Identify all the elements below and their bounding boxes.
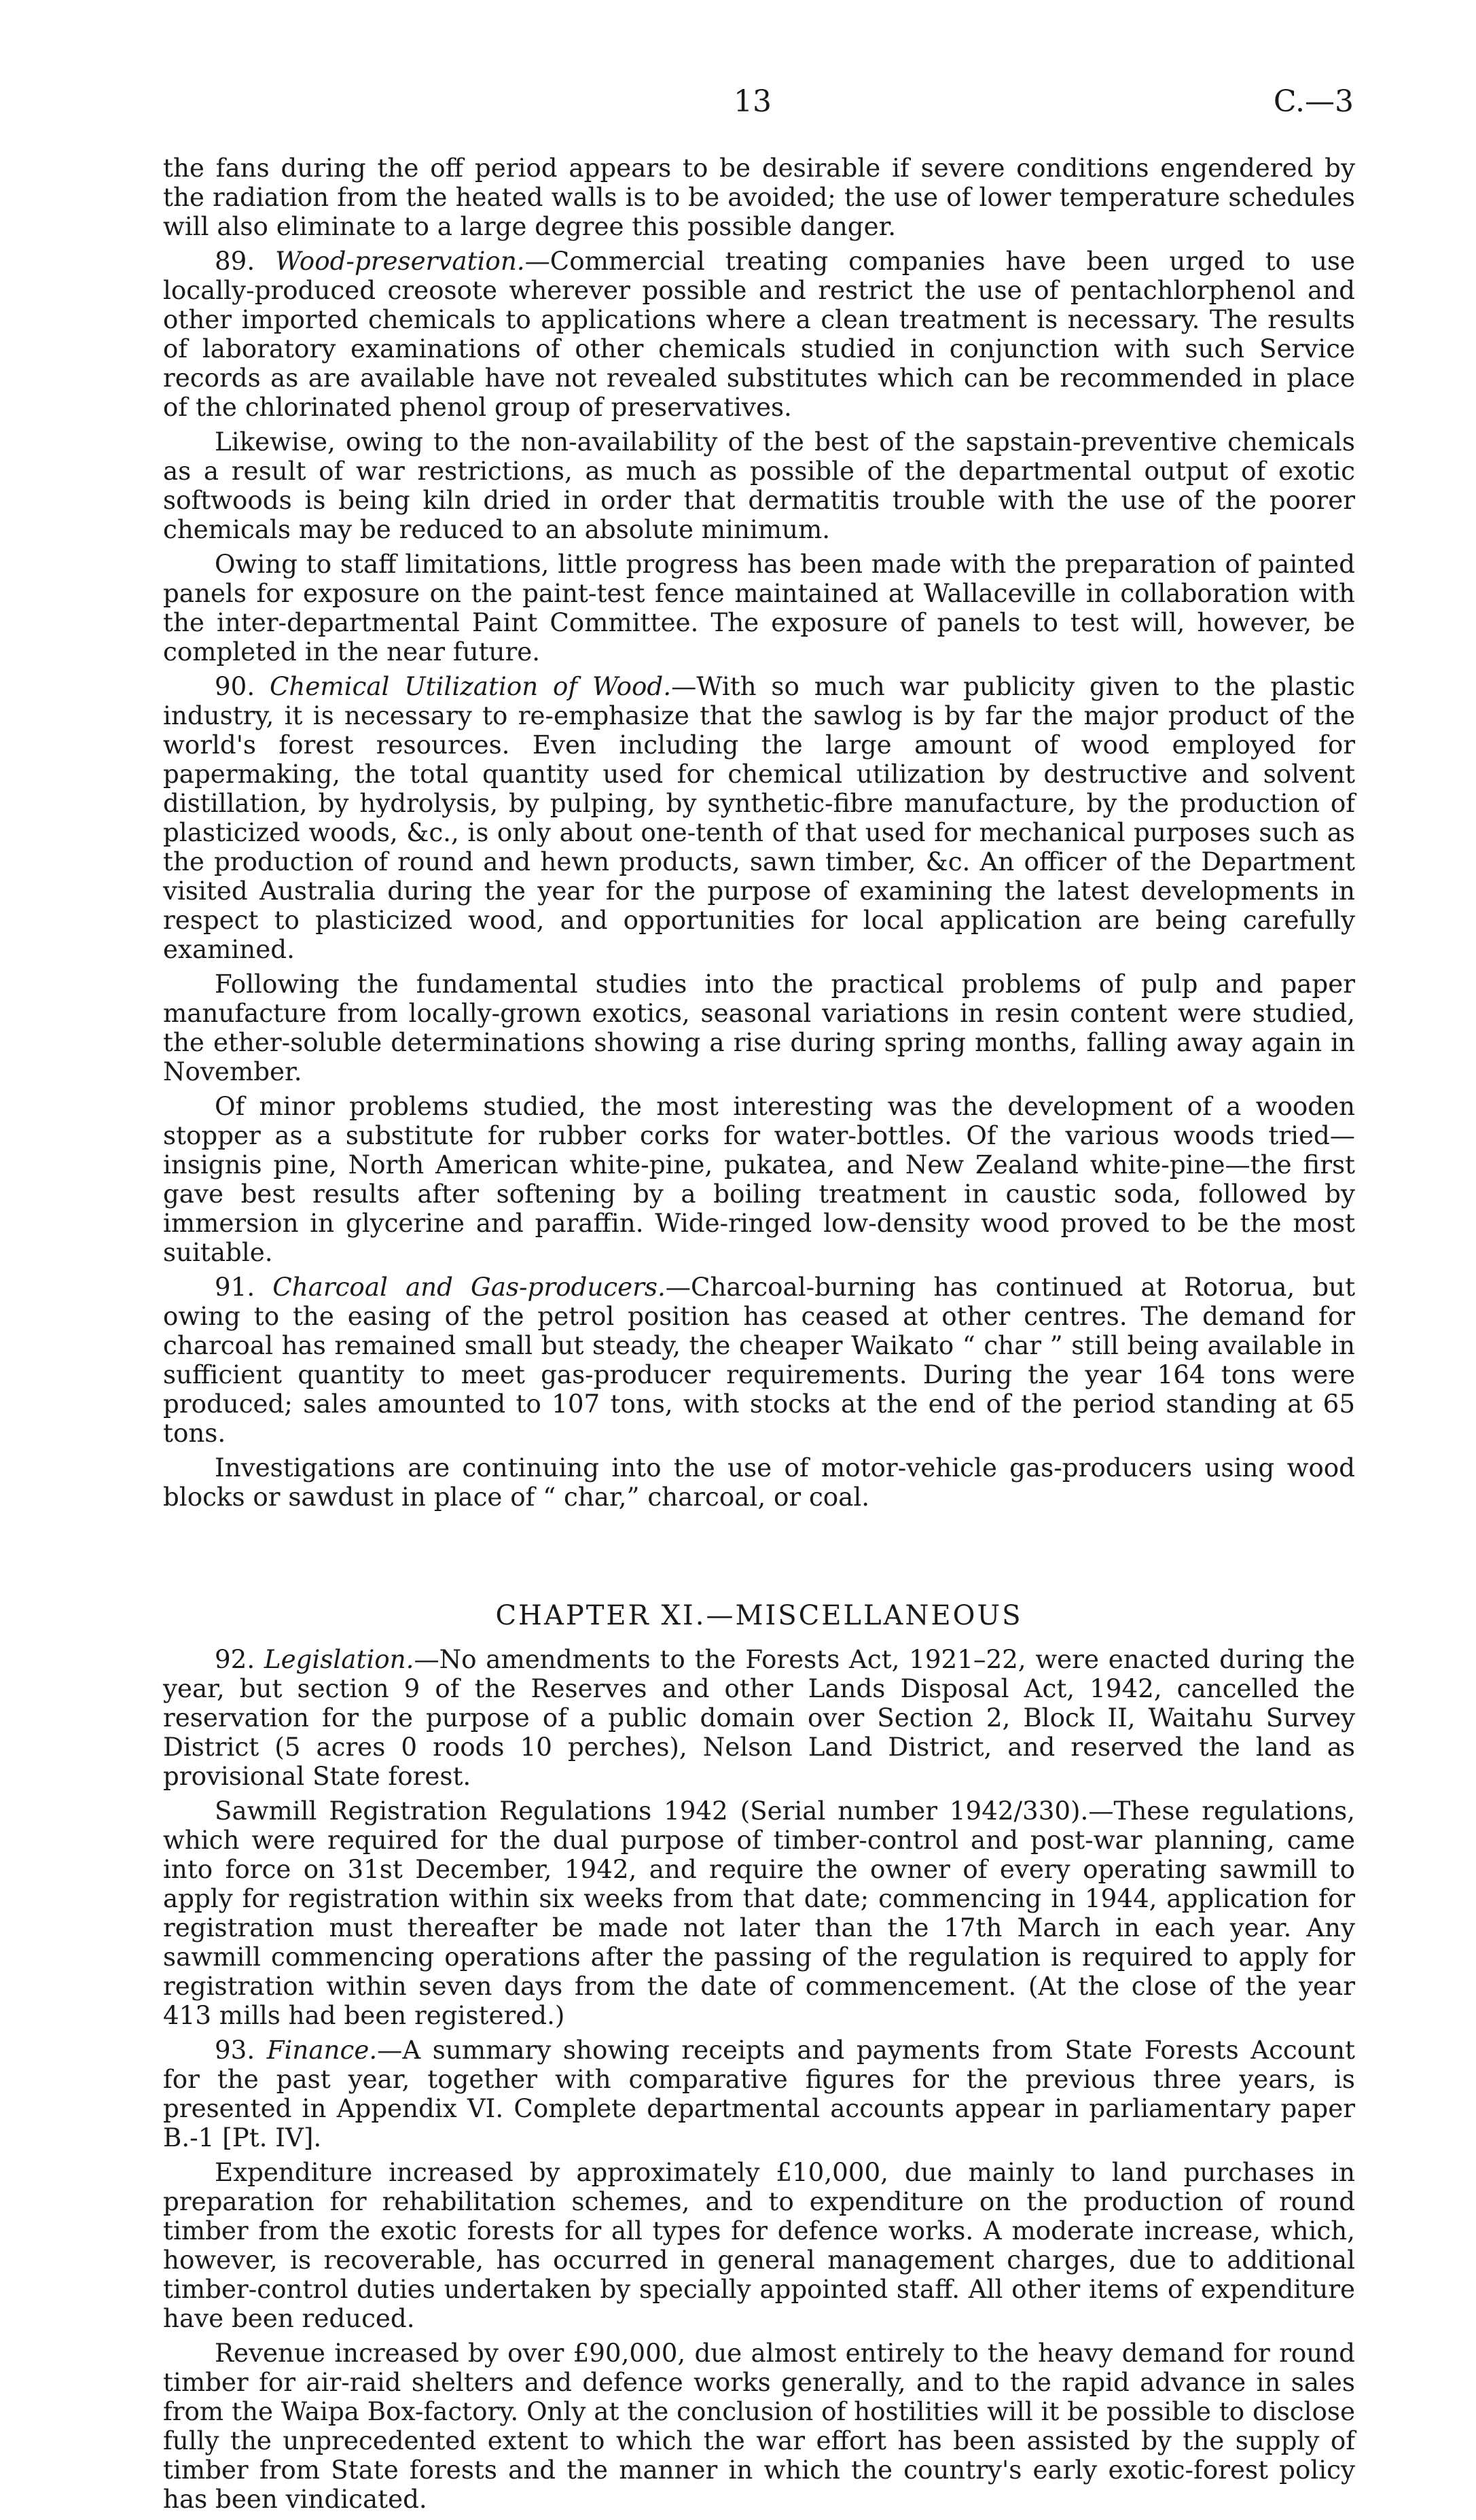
paragraph-89: [163, 247, 1355, 422]
paragraph-92: [163, 1645, 1355, 1791]
document-reference: C.—3: [1273, 84, 1354, 119]
paragraph-text: —No amendments to the Forests Act, 1921–22, were enacted during the year, but section 9 of the Reserves and other Lands Disposal Act, 1942, cancelled the reservation for the purpose of a public domain over Section 2, Block II, Waitahu Survey District (5 acres 0 roods 10 perches), Nelson Land District, and reserved the land as provisional State forest.: [163, 1644, 1355, 1791]
paragraph-91: [163, 1273, 1355, 1448]
paragraph-93: [163, 2036, 1355, 2152]
page-number: 13: [734, 84, 772, 119]
paragraph-number: 93.: [215, 2035, 255, 2065]
paragraph-number: 91.: [215, 1272, 255, 1302]
paragraph: Owing to staff limitations, little progress has been made with the preparation of painted panels for exposure on the paint-test fence maintained at Wallaceville in collaboration with the inter-departmental Paint Committee. The exposure of panels to test will, however, be completed in the near future.: [163, 549, 1355, 667]
paragraph-90: [163, 672, 1355, 964]
paragraph-number: 92.: [215, 1644, 255, 1674]
document-body: [163, 154, 1355, 2514]
paragraph-text: —With so much war publicity given to the plastic industry, it is necessary to re-emphasize that the sawlog is by far the major product of the world's forest resources. Even including the large amount of wood employed for papermaking, the total quantity used for chemical utilization by destructive and solvent distillation, by hydrolysis, by pulping, by synthetic-fibre manufacture, by the production of plasticized woods, &c., is only about one-tenth of that used for mechanical purposes such as the production of round and hewn products, sawn timber, &c. An officer of the Department visited Australia during the year for the purpose of examining the latest developments in respect to plasticized wood, and opportunities for local application are being carefully examined.: [163, 671, 1355, 964]
paragraph: Revenue increased by over £90,000, due almost entirely to the heavy demand for round timber for air-raid shelters and defence works generally, and to the rapid advance in sales from the Waipa Box-factory. Only at the conclusion of hostilities will it be possible to disclose fully the unprecedented extent to which the war effort has been assisted by the supply of timber from State forests and the manner in which the country's early exotic-forest policy has been vindicated.: [163, 2338, 1355, 2514]
chapter-title: CHAPTER XI.—MISCELLANEOUS: [495, 1600, 1023, 1631]
paragraph: Investigations are continuing into the use of motor-vehicle gas-producers using wood blocks or sawdust in place of “ char,” charcoal, or coal.: [163, 1453, 1355, 1512]
paragraph-text: —Charcoal-burning has continued at Rotorua, but owing to the easing of the petrol position has ceased at other centres. The demand for charcoal has remained small but steady, the cheaper Waikato “ char ” still being available in sufficient quantity to meet gas-producer requirements. During the year 164 tons were produced; sales amounted to 107 tons, with stocks at the end of the period standing at 65 tons.: [163, 1272, 1356, 1448]
paragraph-number: 89.: [215, 246, 255, 276]
paragraph-text: —Commercial treating companies have been urged to use locally-produced creosote wherever possible and restrict the use of pentachlorphenol and other imported chemicals to applications where a clean treatment is necessary. The results of laboratory examinations of other chemicals studied in conjunction with such Service records as are available have not revealed substitutes which can be recommended in place of the chlorinated phenol group of preservatives.: [163, 246, 1355, 422]
paragraph-number: 90.: [215, 671, 255, 701]
paragraph: Likewise, owing to the non-availability of the best of the sapstain-preventive chemicals as a result of war restrictions, as much as possible of the departmental output of exotic softwoods is being kiln dried in order that dermatitis trouble with the use of the poorer chemicals may be reduced to an absolute minimum.: [163, 427, 1355, 544]
section-heading: Charcoal and Gas-producers.: [272, 1272, 666, 1302]
section-heading: Legislation.: [264, 1644, 414, 1674]
continued-paragraph: the fans during the off period appears to be desirable if severe conditions engendered by the radiation from the heated walls is to be avoided; the use of lower temperature schedules will also eliminate to a large degree this possible danger.: [163, 153, 1355, 241]
paragraph: Following the fundamental studies into the practical problems of pulp and paper manufacture from locally-grown exotics, seasonal variations in resin content were studied, the ether-soluble determinations showing a rise during spring months, falling away again in November.: [163, 969, 1355, 1086]
paragraph-text: —A summary showing receipts and payments from State Forests Account for the past year, together with comparative figures for the previous three years, is presented in Appendix VI. Complete departmental accounts appear in parliamentary paper B.-1 [Pt. IV].: [163, 2035, 1355, 2152]
paragraph: Sawmill Registration Regulations 1942 (Serial number 1942/330).—These regulations, which were required for the dual purpose of timber-control and post-war planning, came into force on 31st December, 1942, and require the owner of every operating sawmill to apply for registration within six weeks from that date; commencing in 1944, application for registration must thereafter be made not later than the 17th March in each year. Any sawmill commencing operations after the passing of the regulation is required to apply for registration within seven days from the date of commencement. (At the close of the year 413 mills had been registered.): [163, 1796, 1355, 2030]
section-heading: Chemical Utilization of Wood.: [269, 671, 672, 701]
paragraph: Expenditure increased by approximately £10,000, due mainly to land purchases in preparation for rehabilitation schemes, and to expenditure on the production of round timber from the exotic forests for all types for defence works. A moderate increase, which, however, is recoverable, has occurred in general management charges, due to additional timber-control duties undertaken by specially appointed staff. All other items of expenditure have been reduced.: [163, 2157, 1355, 2333]
section-heading: Wood-preservation.: [275, 246, 525, 276]
section-heading: Finance.: [266, 2035, 378, 2065]
page-header: [0, 82, 1476, 122]
paragraph: Of minor problems studied, the most interesting was the development of a wooden stopper as a substitute for rubber corks for water-bottles. Of the various woods tried—insignis pine, North American white-pine, pukatea, and New Zealand white-pine—the first gave best results after softening by a boiling treatment in caustic soda, followed by immersion in glycerine and paraffin. Wide-ringed low-density wood proved to be the most suitable.: [163, 1091, 1355, 1267]
